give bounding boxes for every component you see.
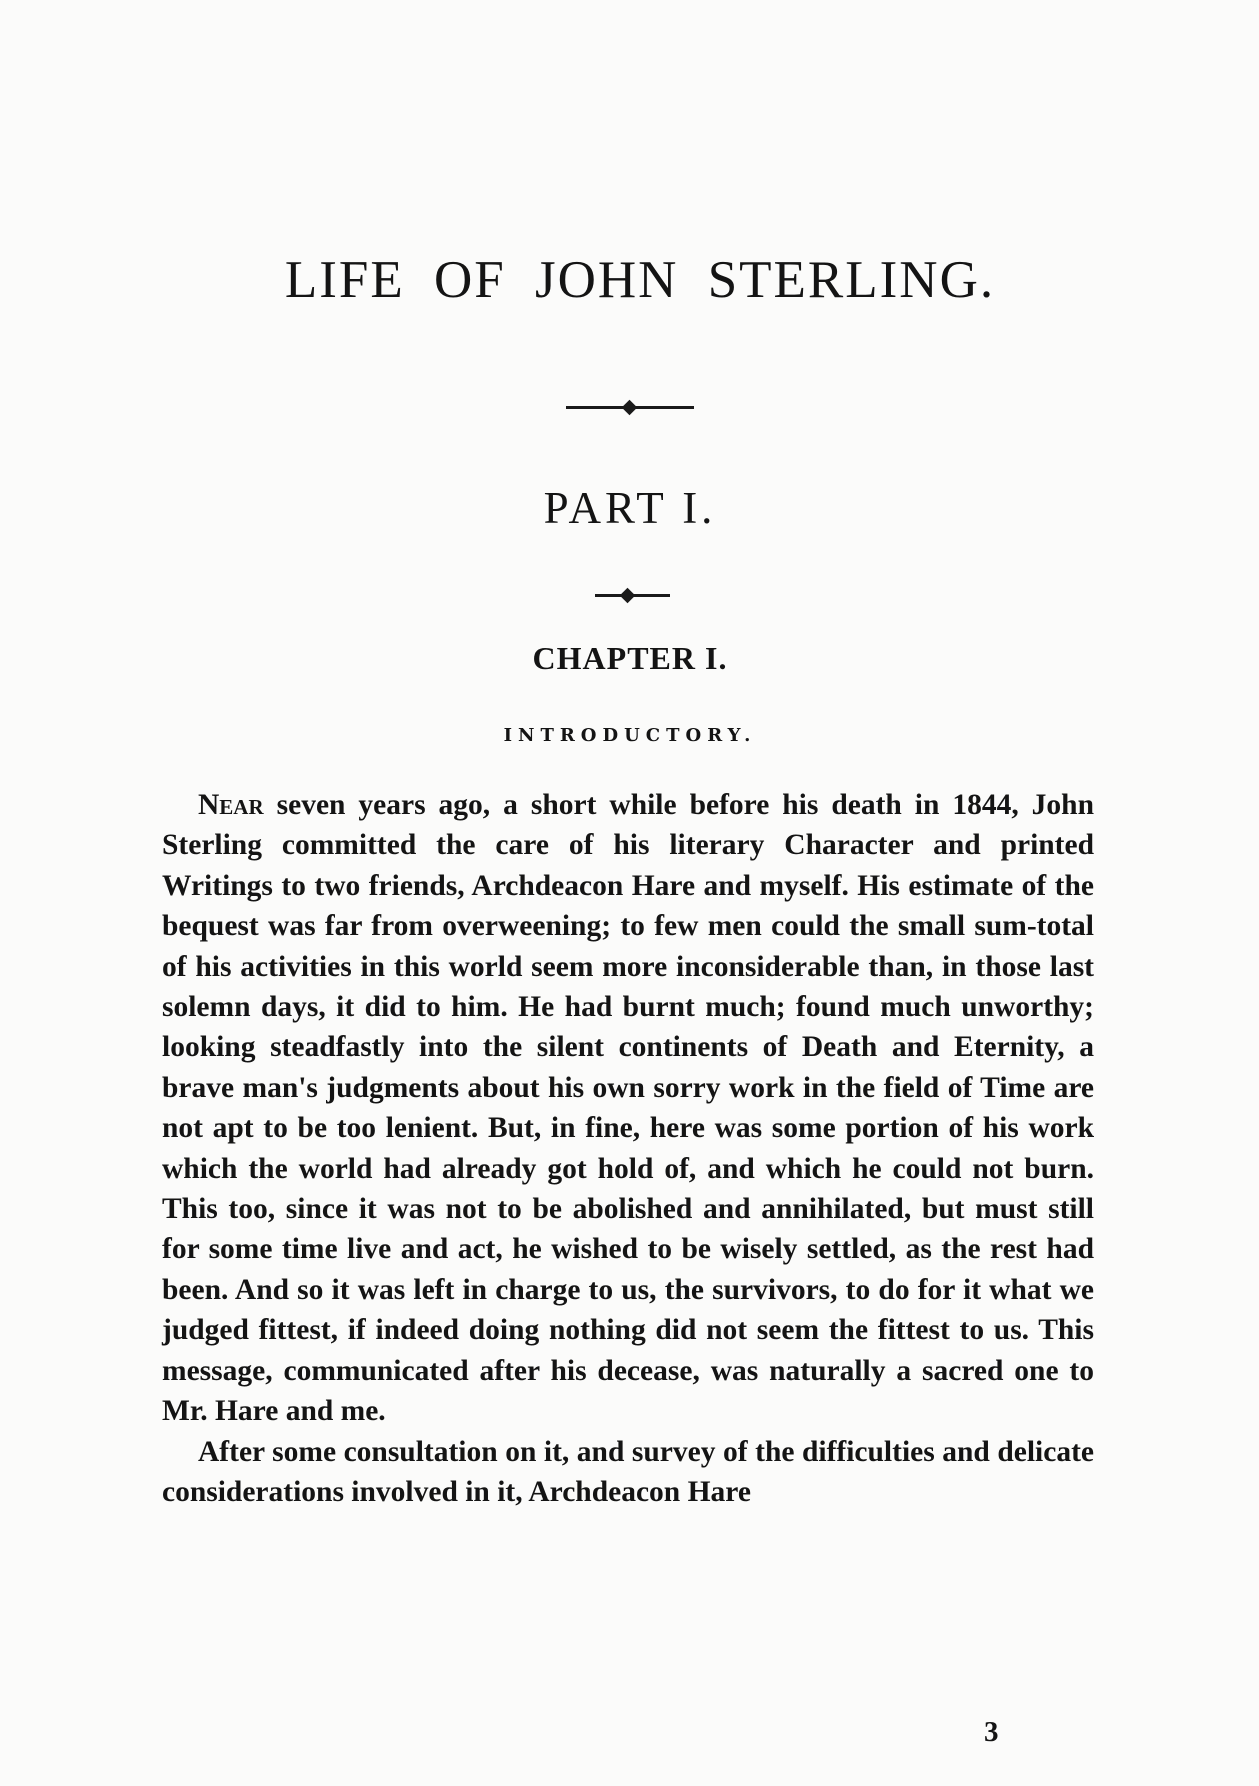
- page-number: 3: [984, 1716, 999, 1748]
- chapter-subtitle: INTRODUCTORY.: [503, 725, 757, 746]
- paragraph: [162, 785, 1094, 1432]
- book-title: LIFE OF JOHN STERLING.: [284, 251, 996, 309]
- ornamental-rule-middle: [595, 594, 670, 597]
- chapter-body: [162, 785, 1094, 1512]
- ornamental-rule-top: [566, 406, 694, 409]
- paragraph-text: seven years ago, a short while before his death in 1844, John Sterling committed the care of his literary Character and printed Writings to two friends, Archdeacon Hare and myself. His estimate of the bequest was far from overweening; to few men could the small sum-total of his activities in this world seem more inconsiderable than, in those last solemn days, it did to him. He had burnt much; found much unworthy; looking steadfastly into the silent continents of Death and Eternity, a brave man's judgments about his own sorry work in the field of Time are not apt to be too lenient. But, in fine, here was some portion of his work which the world had already got hold of, and which he could not burn. This too, since it was not to be abolished and annihilated, but must still for some time live and act, he wished to be wisely settled, as the rest had been. And so it was left in charge to us, the survivors, to do for it what we judged fittest, if indeed doing nothing did not seem the fittest to us. This message, communicated after his decease, was naturally a sacred one to Mr. Hare and me.: [162, 789, 1094, 1428]
- paragraph-lead-word: Near: [198, 789, 264, 821]
- paragraph: [162, 1432, 1094, 1513]
- part-title: PART I.: [543, 483, 717, 533]
- rule-diamond-icon: [620, 588, 636, 604]
- paragraph-text: After some consultation on it, and survey of the difficulties and delicate considerations involved in it, Archdeacon Hare: [162, 1435, 1094, 1508]
- rule-diamond-icon: [622, 400, 638, 416]
- chapter-title: CHAPTER I.: [532, 640, 728, 676]
